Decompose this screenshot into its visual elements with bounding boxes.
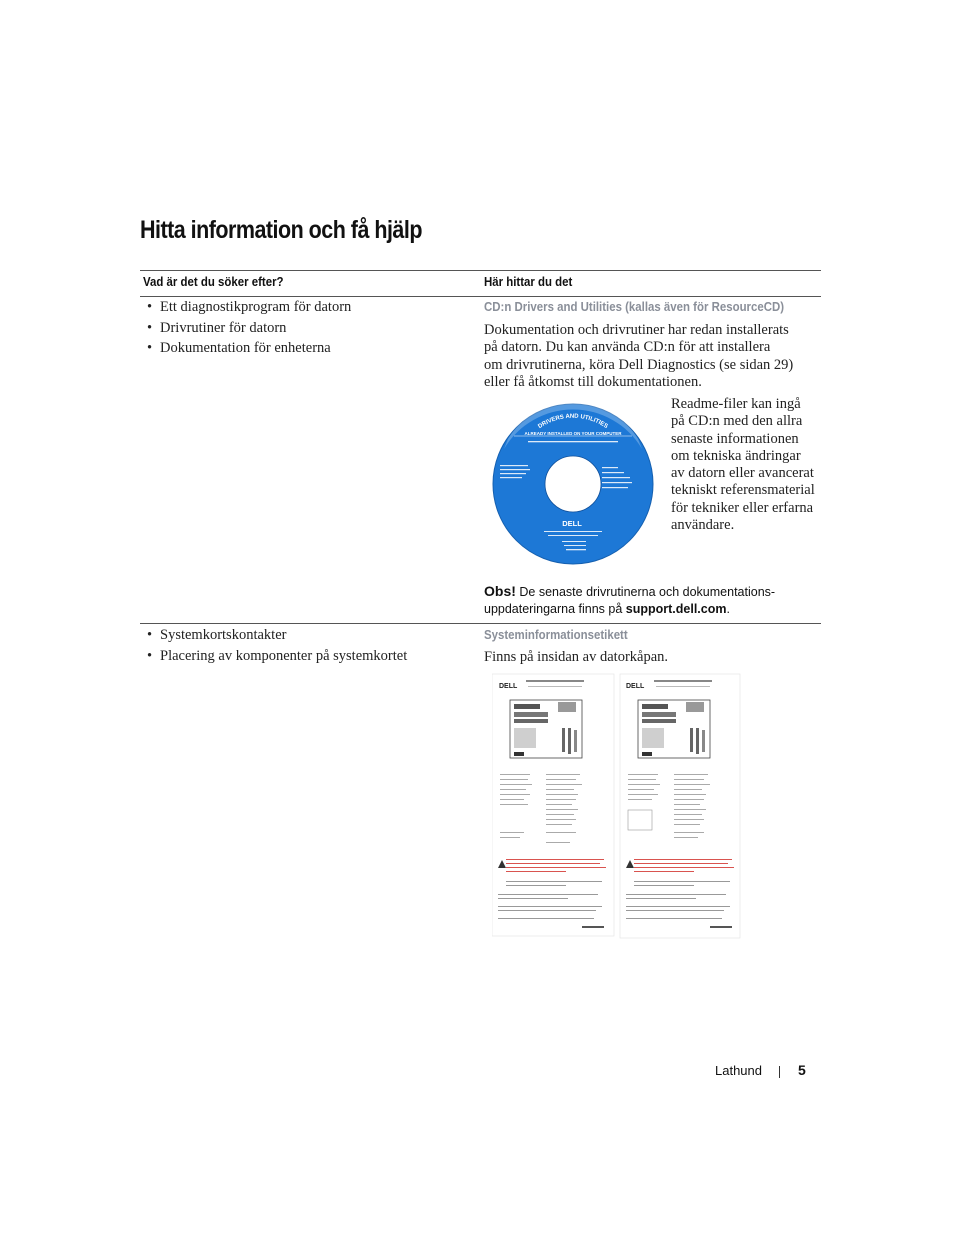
text-line: Readme-filer kan ingå — [671, 396, 801, 412]
text-line: på datorn. Du kan använda CD:n för att installera — [484, 339, 771, 356]
list-item: • Dokumentation för enheterna — [147, 338, 351, 359]
page-title: Hitta information och få hjälp — [140, 216, 422, 244]
note-text: De senaste drivrutinerna och dokumentations- — [515, 585, 776, 599]
dell-logo: DELL — [562, 519, 582, 528]
text-line: tekniskt referensmaterial — [671, 482, 815, 499]
source-title-label: Systeminformationsetikett — [484, 627, 628, 642]
text-line: om tekniska ändringar — [671, 447, 801, 464]
row1-items — [147, 297, 351, 359]
text-line: användare. — [671, 517, 735, 534]
column-header-answer: Här hittar du det — [484, 274, 573, 289]
text-line: om drivrutinerna, köra Dell Diagnostics (se sidan 29) — [484, 356, 794, 373]
source-title-cd: CD:n Drivers and Utilities (kallas även för ResourceCD) — [484, 299, 785, 314]
text-line: på CD:n med den allra — [671, 413, 803, 430]
list-item: • Systemkortskontakter — [147, 625, 407, 646]
dell-logo: DELL — [626, 683, 645, 690]
column-header-question: Vad är det du söker efter? — [143, 274, 284, 289]
row-divider — [140, 623, 821, 624]
footer-label: Lathund — [715, 1063, 762, 1078]
cd-description — [484, 322, 824, 391]
cd-banner-top: DRIVERS AND UTILITIES — [537, 413, 609, 431]
support-link[interactable]: support.dell.com — [625, 602, 727, 616]
label-description: Finns på insidan av datorkåpan. — [484, 649, 669, 665]
footer-separator — [779, 1066, 780, 1078]
text-line: av datorn eller avancerat — [671, 465, 814, 482]
label-sheet-left — [492, 674, 614, 936]
label-sheet-right — [620, 674, 740, 938]
system-info-label-image — [492, 672, 742, 940]
readme-text — [671, 396, 821, 534]
note-text: . — [726, 602, 730, 616]
text-line: Dokumentation och drivrutiner har redan installerats — [484, 322, 789, 338]
note-text: uppdateringarna finns på — [484, 602, 626, 616]
table-top-rule — [140, 270, 821, 271]
text-line: senaste informationen — [671, 430, 799, 447]
note-box — [484, 583, 824, 618]
cd-banner-bottom: ALREADY INSTALLED ON YOUR COMPUTER — [524, 431, 622, 436]
list-item: • Placering av komponenter på systemkortet — [147, 646, 407, 667]
text-line: eller få åtkomst till dokumentationen. — [484, 373, 702, 390]
list-item: • Drivrutiner för datorn — [147, 318, 351, 339]
list-item: • Ett diagnostikprogram för datorn — [147, 297, 351, 318]
note-label: Obs! — [484, 583, 516, 599]
page-number: 5 — [798, 1062, 806, 1078]
cd-disc-image — [492, 403, 654, 565]
text-line: för tekniker eller erfarna — [671, 499, 814, 516]
row2-items — [147, 625, 407, 666]
dell-logo: DELL — [499, 683, 518, 690]
